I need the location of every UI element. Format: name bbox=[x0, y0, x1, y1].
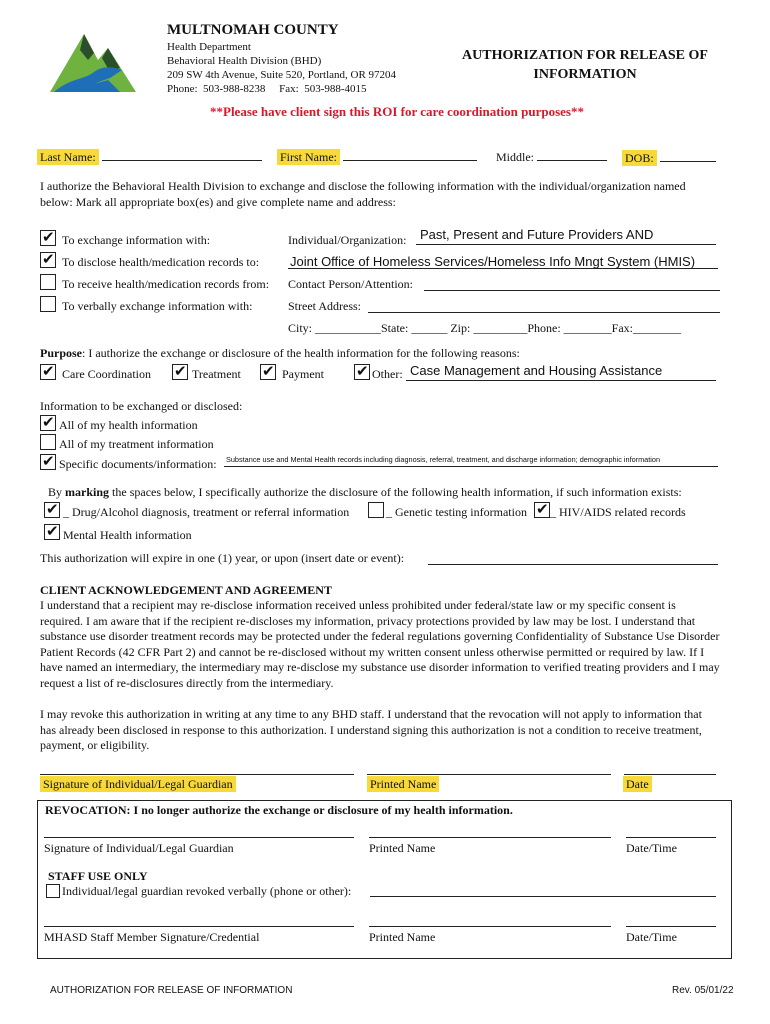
verbal-checkbox[interactable] bbox=[40, 296, 56, 312]
contact-label: Contact Person/Attention: bbox=[288, 277, 413, 291]
option-label: To verbally exchange information with: bbox=[62, 299, 253, 313]
middle-group bbox=[496, 149, 607, 165]
purpose-item-label: Treatment bbox=[192, 367, 241, 381]
purpose-item-label: Other: bbox=[372, 367, 403, 381]
option-label: To disclose health/medication records to: bbox=[62, 255, 260, 269]
ack-heading: CLIENT ACKNOWLEDGEMENT AND AGREEMENT bbox=[40, 583, 332, 597]
check-icon: ✔ bbox=[42, 413, 55, 431]
purpose-item-label: Care Coordination bbox=[62, 367, 151, 381]
all-treatment-checkbox[interactable] bbox=[40, 434, 56, 450]
individual-value-2: Joint Office of Homeless Services/Homeless Info Mngt System (HMIS) bbox=[290, 254, 696, 269]
option-label: To receive health/medication records from: bbox=[62, 277, 270, 291]
check-icon: ✔ bbox=[42, 250, 55, 268]
first-name-field[interactable] bbox=[343, 149, 477, 161]
staff-signature-label: MHASD Staff Member Signature/Credential bbox=[44, 930, 260, 944]
check-icon: ✔ bbox=[42, 228, 55, 246]
staff-printed-label: Printed Name bbox=[369, 930, 436, 944]
dob-group bbox=[622, 150, 716, 166]
client-name-row bbox=[37, 149, 262, 165]
treatment-checkbox[interactable] bbox=[172, 364, 188, 380]
info-item-label: Specific documents/information: bbox=[59, 457, 217, 471]
other-reason-field[interactable] bbox=[406, 380, 716, 381]
expire-statement: This authorization will expire in one (1) year, or upon (insert date or event): bbox=[40, 551, 405, 565]
middle-label: Middle: bbox=[496, 150, 534, 164]
individual-value: Past, Present and Future Providers AND bbox=[420, 227, 654, 242]
form-title-line2: INFORMATION bbox=[533, 67, 637, 82]
individual-field-2[interactable] bbox=[288, 268, 718, 269]
check-icon: ✔ bbox=[46, 522, 59, 540]
marking-item-label: _ Genetic testing information bbox=[386, 505, 527, 519]
payment-checkbox[interactable] bbox=[260, 364, 276, 380]
info-heading: Information to be exchanged or disclosed: bbox=[40, 399, 243, 413]
other-checkbox[interactable] bbox=[354, 364, 370, 380]
org-name: MULTNOMAH COUNTY bbox=[167, 22, 339, 38]
purpose-item-label: Payment bbox=[282, 367, 324, 381]
footer-revision: Rev. 05/01/22 bbox=[672, 985, 734, 996]
signature-label: Signature of Individual/Legal Guardian bbox=[40, 776, 236, 792]
disclose-checkbox[interactable] bbox=[40, 252, 56, 268]
check-icon: ✔ bbox=[42, 362, 55, 380]
exchange-checkbox[interactable] bbox=[40, 230, 56, 246]
staff-signature-line[interactable] bbox=[44, 926, 354, 927]
expire-field[interactable] bbox=[428, 564, 718, 565]
printed-name-line[interactable] bbox=[367, 774, 611, 775]
check-icon: ✔ bbox=[42, 452, 55, 470]
specific-docs-value: Substance use and Mental Health records including diagnosis, referral, treatment, and discharge information; demographic information bbox=[226, 455, 660, 464]
date-line[interactable] bbox=[624, 774, 716, 775]
date-label: Date bbox=[623, 776, 652, 792]
purpose-line bbox=[40, 346, 520, 361]
dob-field[interactable] bbox=[660, 150, 716, 162]
last-name-label: Last Name: bbox=[37, 149, 99, 165]
marking-item-label: _ Drug/Alcohol diagnosis, treatment or referral information bbox=[63, 505, 350, 519]
first-name-group bbox=[277, 149, 477, 165]
info-item-label: All of my health information bbox=[59, 418, 198, 432]
staff-date-line[interactable] bbox=[626, 926, 716, 927]
division-name: Behavioral Health Division (BHD) bbox=[167, 55, 322, 67]
middle-field[interactable] bbox=[537, 149, 607, 161]
individual-label: Individual/Organization: bbox=[288, 233, 407, 247]
all-health-checkbox[interactable] bbox=[40, 415, 56, 431]
marking-statement: By marking the spaces below, I specifically authorize the disclosure of the following health information, if such information exists: bbox=[48, 485, 682, 499]
multnomah-county-logo bbox=[50, 20, 136, 94]
revocation-printed-line[interactable] bbox=[369, 837, 611, 838]
signature-label-wrap bbox=[40, 777, 236, 792]
first-name-label: First Name: bbox=[277, 149, 340, 165]
revocation-printed-label: Printed Name bbox=[369, 841, 436, 855]
last-name-field[interactable] bbox=[102, 149, 262, 161]
dept-address: 209 SW 4th Avenue, Suite 520, Portland, OR 97204 bbox=[167, 69, 397, 81]
check-icon: ✔ bbox=[356, 362, 369, 380]
genetic-testing-checkbox[interactable] bbox=[368, 502, 384, 518]
footer-title: AUTHORIZATION FOR RELEASE OF INFORMATION bbox=[50, 985, 293, 996]
hiv-aids-checkbox[interactable] bbox=[534, 502, 550, 518]
specific-docs-checkbox[interactable] bbox=[40, 454, 56, 470]
marking-item-label: Mental Health information bbox=[63, 528, 192, 542]
printed-label-wrap bbox=[367, 777, 439, 792]
ack-paragraph-2: I may revoke this authorization in writing at any time to any BHD staff. I understand that the revocation will not apply to information that has already been disclosed in response to this authorization. I understand signing this authorization is not a condition to receive treatment, payment, or eligibility. bbox=[40, 707, 702, 752]
revocation-signature-line[interactable] bbox=[44, 837, 354, 838]
dob-label: DOB: bbox=[622, 150, 657, 166]
other-reason-value: Case Management and Housing Assistance bbox=[410, 363, 663, 378]
staff-date-label: Date/Time bbox=[626, 930, 677, 944]
check-icon: ✔ bbox=[536, 500, 549, 518]
receive-checkbox[interactable] bbox=[40, 274, 56, 290]
street-label: Street Address: bbox=[288, 299, 361, 313]
option-label: To exchange information with: bbox=[62, 233, 211, 247]
staff-use-heading: STAFF USE ONLY bbox=[48, 869, 148, 883]
info-item-label: All of my treatment information bbox=[59, 437, 214, 451]
revocation-date-line[interactable] bbox=[626, 837, 716, 838]
authorize-statement: I authorize the Behavioral Health Division to exchange and disclose the following information with the individual/organization named below: Mark all appropriate box(es) and give complete name and address: bbox=[40, 179, 686, 209]
contact-field[interactable] bbox=[424, 290, 720, 291]
care-coordination-notice: **Please have client sign this ROI for care coordination purposes** bbox=[210, 104, 584, 119]
revoked-verbally-field[interactable] bbox=[370, 896, 716, 897]
street-field[interactable] bbox=[368, 312, 720, 313]
date-label-wrap bbox=[623, 777, 652, 792]
mental-health-checkbox[interactable] bbox=[44, 524, 60, 540]
care-coordination-checkbox[interactable] bbox=[40, 364, 56, 380]
staff-printed-line[interactable] bbox=[369, 926, 611, 927]
check-icon: ✔ bbox=[262, 362, 275, 380]
specific-docs-field[interactable] bbox=[224, 466, 718, 467]
signature-line[interactable] bbox=[40, 774, 354, 775]
revoked-verbally-label: Individual/legal guardian revoked verbally (phone or other): bbox=[62, 884, 352, 898]
check-icon: ✔ bbox=[46, 500, 59, 518]
purpose-text: : I authorize the exchange or disclosure of the health information for the following reasons: bbox=[82, 346, 520, 360]
revocation-date-label: Date/Time bbox=[626, 841, 677, 855]
revoked-verbally-checkbox[interactable] bbox=[46, 884, 60, 898]
purpose-label: Purpose bbox=[40, 346, 82, 360]
drug-alcohol-checkbox[interactable] bbox=[44, 502, 60, 518]
city-state-zip-line[interactable]: City: ___________State: ______ Zip: _________Phone: ________Fax:________ bbox=[288, 321, 681, 335]
ack-paragraph-1: I understand that a recipient may re-disclose information received unless prohibited under federal/state law or my specific consent is required. I am aware that if the recipient re-discloses my information, privacy protections provided by law may be lost. I understand that substance use disorder treatment records may be protected under the federal regulations governing Confidentiality of Substance Use Disorder Patient Records (42 CFR Part 2) and cannot be re-disclosed without my written consent unless otherwise permitted or required by law. If I have named an intermediary, the intermediary may re-disclose my substance use disorder information to verified treating providers and I may request a list of re-disclosures directly from the intermediary. bbox=[40, 598, 720, 690]
revocation-signature-label: Signature of Individual/Legal Guardian bbox=[44, 841, 234, 855]
dept-name: Health Department bbox=[167, 41, 251, 53]
form-title-line1: AUTHORIZATION FOR RELEASE OF bbox=[462, 48, 708, 63]
dept-phone: Phone: 503-988-8238 Fax: 503-988-4015 bbox=[167, 83, 367, 95]
revocation-heading: REVOCATION: I no longer authorize the exchange or disclosure of my health information. bbox=[45, 803, 513, 817]
marking-item-label: _ HIV/AIDS related records bbox=[550, 505, 686, 519]
individual-field[interactable] bbox=[416, 244, 716, 245]
printed-name-label: Printed Name bbox=[367, 776, 439, 792]
check-icon: ✔ bbox=[174, 362, 187, 380]
